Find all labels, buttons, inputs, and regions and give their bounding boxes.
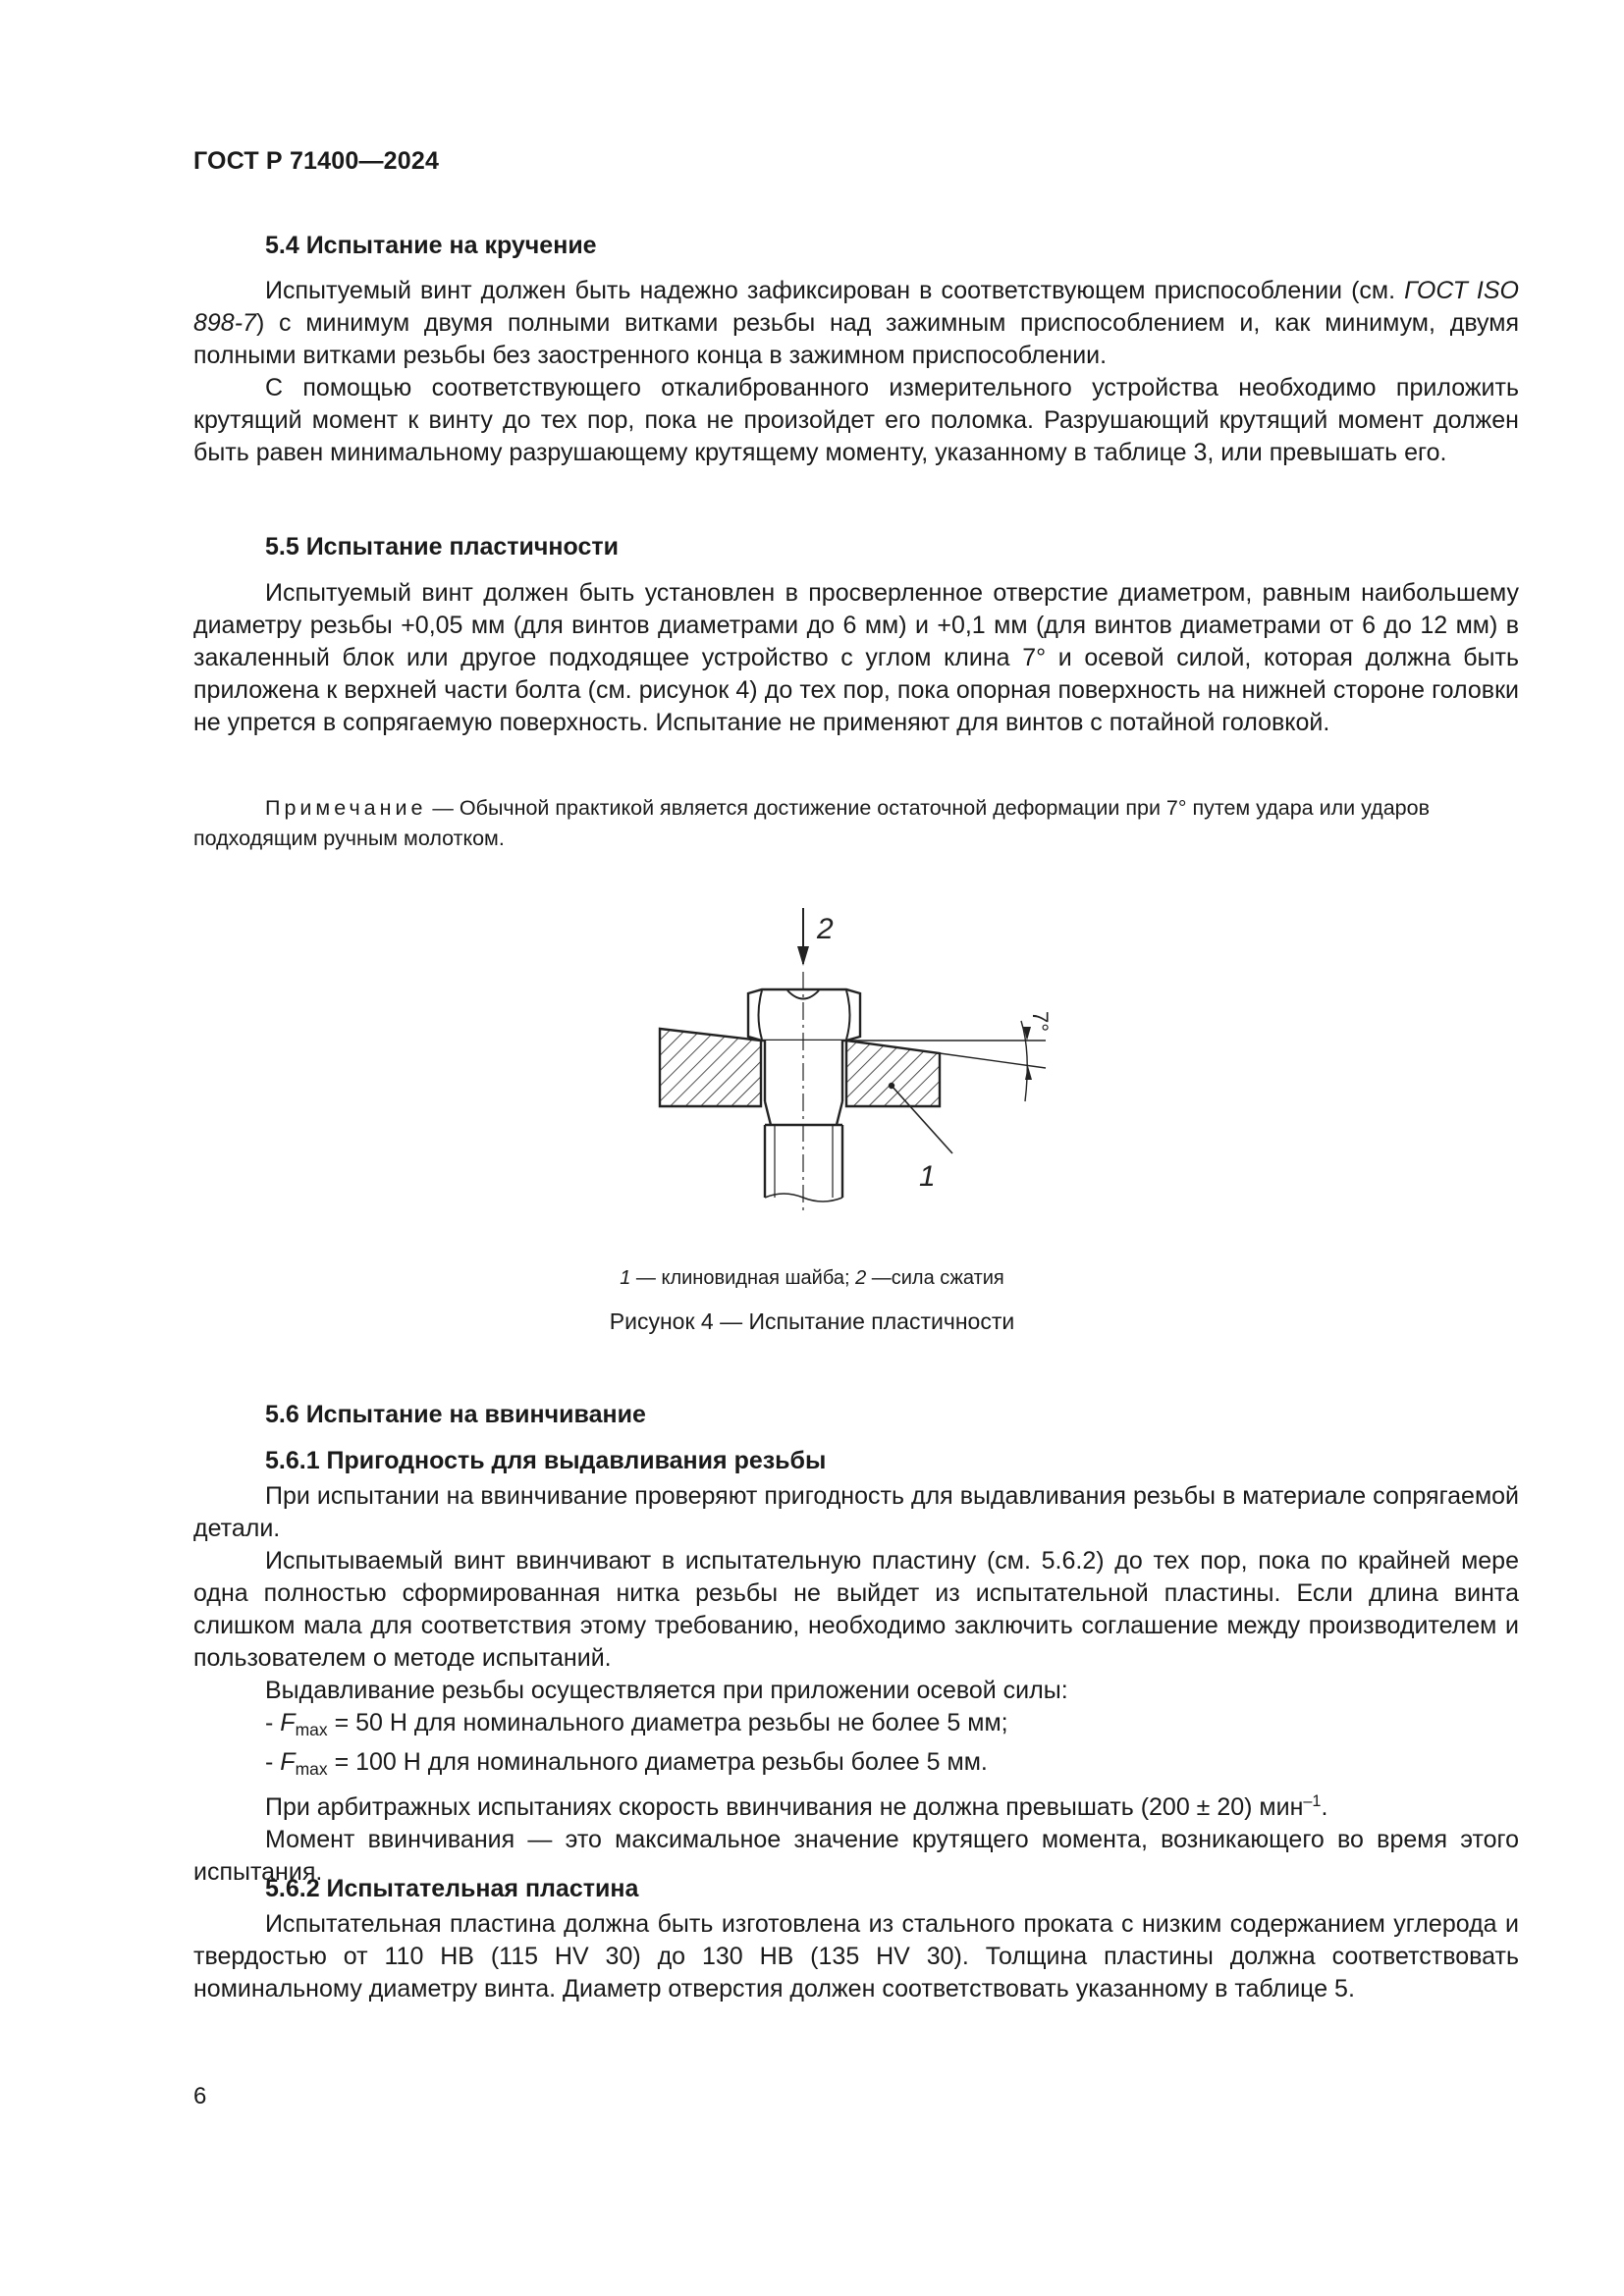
label-1: 1	[919, 1160, 936, 1193]
document-header: ГОСТ Р 71400—2024	[193, 147, 440, 175]
list-item: - $F_{max} = 100$ Н для номинального диаметра резьбы более 5 мм.	[265, 1748, 988, 1779]
wedge-washer	[846, 1041, 940, 1106]
standard-reference: ГОСТ ISO 898-7	[193, 277, 1519, 337]
section-5-6-1-paragraph-1: При испытании на ввинчивание проверяют пригодность для выдавливания резьбы в материале сопрягаемой детали.	[193, 1482, 1519, 1542]
force-arrow	[797, 908, 809, 966]
figure-4-drawing	[628, 903, 1090, 1222]
note	[193, 793, 1519, 854]
list-item: - $F_{max} = 50$ Н для номинального диаметра резьбы не более 5 мм;	[265, 1709, 1008, 1739]
section-5-6-1-paragraph-3: Выдавливание резьбы осуществляется при приложении осевой силы:	[265, 1677, 1068, 1704]
section-5-6-1-paragraph-2: Испытываемый винт ввинчивают в испытательную пластину (см. 5.6.2) до тех пор, пока по крайней мере одна полностью сформированная нитка резьбы не выйдет из испытательной пластины. Если длина винта слишком мала для соответствия этому требованию, необходимо заключить соглашение между производителем и пользователем о методе испытаний.	[193, 1547, 1519, 1672]
left-block	[660, 1029, 761, 1106]
section-5-5-body	[193, 577, 1519, 739]
note-label: Примечание	[265, 796, 427, 820]
section-5-4-body	[193, 275, 1519, 469]
label-2: 2	[817, 913, 834, 945]
bolt-head	[748, 989, 860, 1041]
page-number: 6	[193, 2083, 207, 2109]
section-5-6-title: 5.6 Испытание на ввинчивание	[265, 1401, 646, 1428]
section-5-6-1-title: 5.6.1 Пригодность для выдавливания резьбы	[265, 1447, 827, 1474]
section-5-5-paragraph-1: Испытуемый винт должен быть установлен в просверленное отверстие диаметром, равным наибольшему диаметру резьбы +0,05 мм (для винтов диаметрами до 6 мм) и +0,1 мм (для винтов диаметрами от 6 до 12 мм) в закаленный блок или другое подходящее устройство с углом клина 7° и осевой силой, которая должна быть приложена к верхней части болта (см. рисунок 4) до тех пор, пока опорная поверхность на нижней стороне головки не упрется в сопрягаемую поверхность. Испытание не применяют для винтов с потайной головкой.	[193, 579, 1519, 736]
section-5-6-1-paragraph-5: Момент ввинчивания — это максимальное значение крутящего момента, возникающего во время этого испытания.	[193, 1826, 1519, 1886]
section-5-6-2-title: 5.6.2 Испытательная пластина	[265, 1875, 639, 1902]
section-5-5-title: 5.5 Испытание пластичности	[265, 533, 619, 561]
section-5-6-2-body	[193, 1908, 1519, 2005]
section-5-6-1-paragraph-4: При арбитражных испытаниях скорость ввинчивания не должна превышать (200 ± 20) мин$^{-1}$.	[265, 1792, 1328, 1821]
section-5-4-paragraph-2: С помощью соответствующего откалиброванного измерительного устройства необходимо приложить крутящий момент к винту до тех пор, пока не произойдет его поломка. Разрушающий крутящий момент должен быть равен минимальному разрушающему крутящему моменту, указанному в таблице 3, или превышать его.	[193, 374, 1519, 466]
figure-caption: Рисунок 4 — Испытание пластичности	[609, 1308, 1015, 1334]
note-text: — Обычной практикой является достижение остаточной деформации при 7° путем удара или ударов подходящим ручным молотком.	[193, 796, 1431, 850]
section-5-6-2-paragraph-1: Испытательная пластина должна быть изготовлена из стального проката с низким содержанием углерода и твердостью от 110 HB (115 HV 30) до 130 HB (135 HV 30). Толщина пластины должна соответствовать номинальному диаметру винта. Диаметр отверстия должен соответствовать указанному в таблице 5.	[193, 1910, 1519, 2002]
section-5-4-title: 5.4 Испытание на кручение	[265, 232, 597, 259]
angle-label: 7°	[1028, 1011, 1053, 1033]
section-5-6-1-body	[193, 1480, 1519, 1889]
section-5-4-paragraph-1: Испытуемый винт должен быть надежно зафиксирован в соответствующем приспособлении (см. ГОСТ ISO 898-7) с минимум двумя полными витками резьбы над зажимным приспособлением и, как минимум, двумя полными витками резьбы без заостренного конца в зажимном приспособлении.	[193, 277, 1519, 369]
figure-legend: 1 — клиновидная шайба; 2 —сила сжатия	[620, 1267, 1004, 1289]
